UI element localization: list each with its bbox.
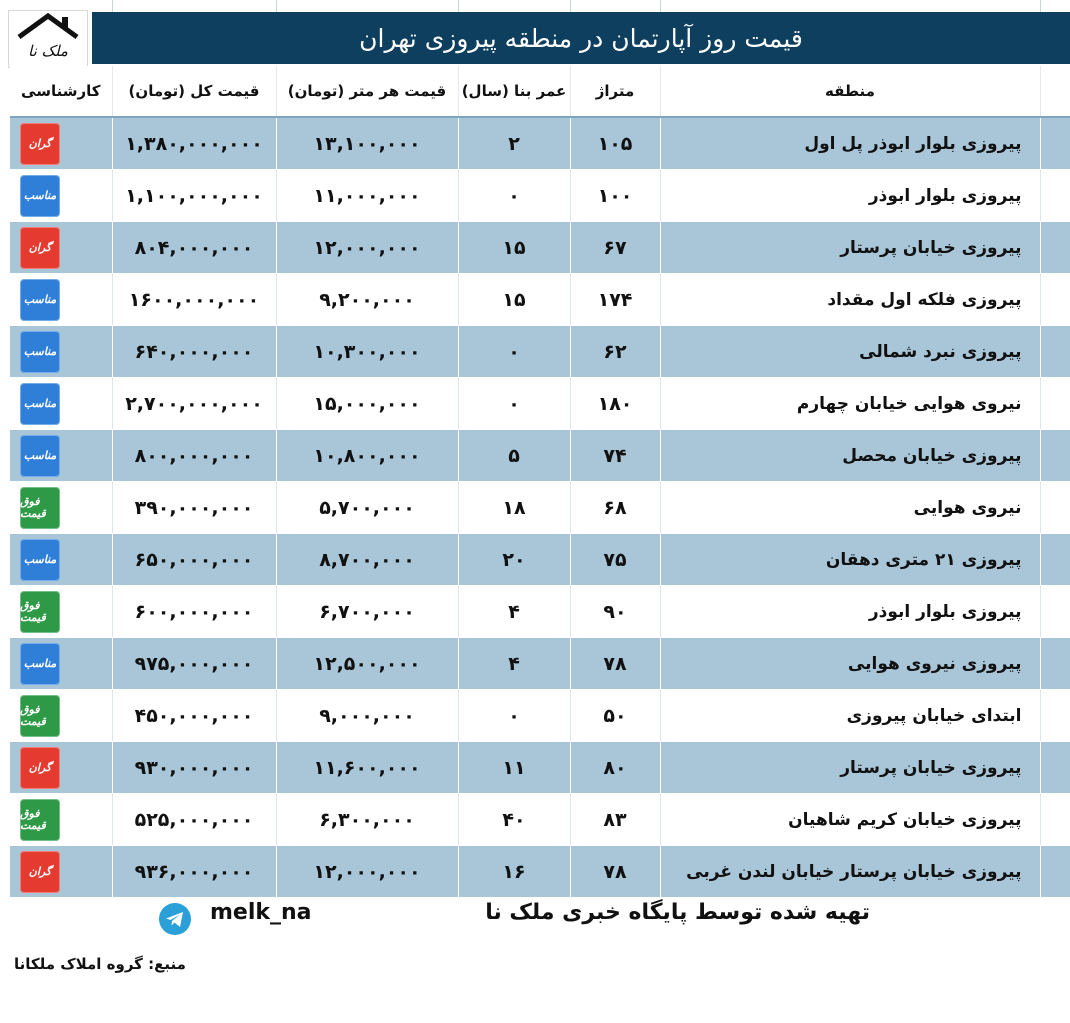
status-cell	[10, 794, 112, 846]
age-cell: ۴	[458, 586, 570, 638]
spacer-cell	[1040, 430, 1070, 482]
total-price-cell: ۸۰۰,۰۰۰,۰۰۰	[112, 430, 276, 482]
price-rating-badge: گران	[20, 851, 60, 893]
age-cell: ۰	[458, 378, 570, 430]
age-cell: ۱۵	[458, 222, 570, 274]
area-cell: ۶۲	[570, 326, 660, 378]
spacer-cell	[1040, 846, 1070, 898]
price-per-meter-cell: ۹,۲۰۰,۰۰۰	[276, 274, 458, 326]
spacer-cell	[1040, 170, 1070, 222]
area-cell: ۷۸	[570, 638, 660, 690]
price-rating-badge: مناسب	[20, 435, 60, 477]
price-per-meter-cell: ۱۱,۰۰۰,۰۰۰	[276, 170, 458, 222]
total-price-cell: ۹۳۶,۰۰۰,۰۰۰	[112, 846, 276, 898]
status-cell	[10, 638, 112, 690]
price-per-meter-cell: ۱۰,۳۰۰,۰۰۰	[276, 326, 458, 378]
region-cell: پیروزی بلوار ابوذر پل اول	[660, 117, 1040, 170]
price-per-meter-cell: ۱۳,۱۰۰,۰۰۰	[276, 117, 458, 170]
status-cell	[10, 222, 112, 274]
header-broker: کارشناسی	[10, 66, 112, 117]
status-cell	[10, 170, 112, 222]
table-row	[10, 690, 1070, 742]
price-per-meter-cell: ۶,۷۰۰,۰۰۰	[276, 586, 458, 638]
total-price-cell: ۱,۳۸۰,۰۰۰,۰۰۰	[112, 117, 276, 170]
telegram-handle[interactable]: melk_na	[210, 900, 312, 925]
price-per-meter-cell: ۹,۰۰۰,۰۰۰	[276, 690, 458, 742]
table-row	[10, 378, 1070, 430]
region-cell: پیروزی فلکه اول مقداد	[660, 274, 1040, 326]
table-row	[10, 430, 1070, 482]
region-cell: نیروی هوایی	[660, 482, 1040, 534]
region-cell: پیروزی خیابان پرستار	[660, 222, 1040, 274]
price-per-meter-cell: ۸,۷۰۰,۰۰۰	[276, 534, 458, 586]
spacer-cell	[1040, 794, 1070, 846]
price-per-meter-cell: ۱۰,۸۰۰,۰۰۰	[276, 430, 458, 482]
table-row	[10, 742, 1070, 794]
age-cell: ۴۰	[458, 794, 570, 846]
status-cell	[10, 742, 112, 794]
price-rating-badge: فوق قیمت	[20, 591, 60, 633]
table-header-row	[10, 66, 1070, 117]
spacer-cell	[1040, 326, 1070, 378]
area-cell: ۱۰۵	[570, 117, 660, 170]
age-cell: ۱۸	[458, 482, 570, 534]
price-rating-badge: مناسب	[20, 331, 60, 373]
region-cell: پیروزی خیابان پرستار خیابان لندن غربی	[660, 846, 1040, 898]
spacer-cell	[1040, 222, 1070, 274]
total-price-cell: ۱۶۰۰,۰۰۰,۰۰۰	[112, 274, 276, 326]
status-cell	[10, 274, 112, 326]
logo	[8, 10, 88, 68]
logo-text: ملک نا	[28, 42, 68, 60]
region-cell: پیروزی خیابان کریم شاهیان	[660, 794, 1040, 846]
table-row	[10, 534, 1070, 586]
price-per-meter-cell: ۶,۳۰۰,۰۰۰	[276, 794, 458, 846]
area-cell: ۷۸	[570, 846, 660, 898]
price-rating-badge: مناسب	[20, 539, 60, 581]
table-row	[10, 482, 1070, 534]
area-cell: ۱۷۴	[570, 274, 660, 326]
price-per-meter-cell: ۵,۷۰۰,۰۰۰	[276, 482, 458, 534]
spacer-cell	[1040, 534, 1070, 586]
top-strip	[0, 0, 1070, 12]
table-row	[10, 586, 1070, 638]
area-cell: ۷۴	[570, 430, 660, 482]
area-cell: ۶۸	[570, 482, 660, 534]
price-rating-badge: گران	[20, 227, 60, 269]
price-rating-badge: مناسب	[20, 643, 60, 685]
age-cell: ۱۶	[458, 846, 570, 898]
age-cell: ۲	[458, 117, 570, 170]
area-cell: ۱۸۰	[570, 378, 660, 430]
age-cell: ۱۵	[458, 274, 570, 326]
table-row	[10, 274, 1070, 326]
header-region: منطقه	[660, 66, 1040, 117]
age-cell: ۰	[458, 326, 570, 378]
total-price-cell: ۶۴۰,۰۰۰,۰۰۰	[112, 326, 276, 378]
status-cell	[10, 586, 112, 638]
age-cell: ۰	[458, 690, 570, 742]
spacer-cell	[1040, 586, 1070, 638]
telegram-icon[interactable]	[158, 902, 192, 936]
spacer-cell	[1040, 117, 1070, 170]
page-title: قیمت روز آپارتمان در منطقه پیروزی تهران	[92, 12, 1070, 64]
area-cell: ۸۰	[570, 742, 660, 794]
status-cell	[10, 534, 112, 586]
total-price-cell: ۶۵۰,۰۰۰,۰۰۰	[112, 534, 276, 586]
total-price-cell: ۵۲۵,۰۰۰,۰۰۰	[112, 794, 276, 846]
spacer-cell	[1040, 274, 1070, 326]
total-price-cell: ۴۵۰,۰۰۰,۰۰۰	[112, 690, 276, 742]
price-rating-badge: مناسب	[20, 175, 60, 217]
table-row	[10, 326, 1070, 378]
total-price-cell: ۹۳۰,۰۰۰,۰۰۰	[112, 742, 276, 794]
price-table	[10, 66, 1070, 898]
total-price-cell: ۳۹۰,۰۰۰,۰۰۰	[112, 482, 276, 534]
header-total-price: قیمت کل (تومان)	[112, 66, 276, 117]
price-per-meter-cell: ۱۲,۵۰۰,۰۰۰	[276, 638, 458, 690]
area-cell: ۶۷	[570, 222, 660, 274]
status-cell	[10, 846, 112, 898]
price-per-meter-cell: ۱۵,۰۰۰,۰۰۰	[276, 378, 458, 430]
region-cell: نیروی هوایی خیابان چهارم	[660, 378, 1040, 430]
status-cell	[10, 690, 112, 742]
area-cell: ۱۰۰	[570, 170, 660, 222]
spacer-cell	[1040, 638, 1070, 690]
area-cell: ۷۵	[570, 534, 660, 586]
price-rating-badge: فوق قیمت	[20, 695, 60, 737]
status-cell	[10, 482, 112, 534]
status-cell	[10, 117, 112, 170]
total-price-cell: ۹۷۵,۰۰۰,۰۰۰	[112, 638, 276, 690]
price-rating-badge: گران	[20, 123, 60, 165]
header-area: متراژ	[570, 66, 660, 117]
region-cell: پیروزی بلوار ابوذر	[660, 586, 1040, 638]
area-cell: ۸۳	[570, 794, 660, 846]
status-cell	[10, 326, 112, 378]
table-row	[10, 117, 1070, 170]
region-cell: پیروزی بلوار ابوذر	[660, 170, 1040, 222]
house-logo-icon	[9, 11, 87, 67]
header-price-per-meter: قیمت هر متر (تومان)	[276, 66, 458, 117]
price-rating-badge: مناسب	[20, 279, 60, 321]
spacer-cell	[1040, 690, 1070, 742]
header-age: عمر بنا (سال)	[458, 66, 570, 117]
price-per-meter-cell: ۱۲,۰۰۰,۰۰۰	[276, 222, 458, 274]
table-row	[10, 846, 1070, 898]
status-cell	[10, 378, 112, 430]
spacer-cell	[1040, 742, 1070, 794]
total-price-cell: ۱,۱۰۰,۰۰۰,۰۰۰	[112, 170, 276, 222]
area-cell: ۹۰	[570, 586, 660, 638]
age-cell: ۵	[458, 430, 570, 482]
table-row	[10, 222, 1070, 274]
header-spacer	[1040, 66, 1070, 117]
total-price-cell: ۸۰۴,۰۰۰,۰۰۰	[112, 222, 276, 274]
region-cell: ابتدای خیابان پیروزی	[660, 690, 1040, 742]
price-rating-badge: گران	[20, 747, 60, 789]
age-cell: ۴	[458, 638, 570, 690]
region-cell: پیروزی نیروی هوایی	[660, 638, 1040, 690]
total-price-cell: ۲,۷۰۰,۰۰۰,۰۰۰	[112, 378, 276, 430]
region-cell: پیروزی خیابان محصل	[660, 430, 1040, 482]
region-cell: پیروزی خیابان پرستار	[660, 742, 1040, 794]
region-cell: پیروزی ۲۱ متری دهقان	[660, 534, 1040, 586]
source-note: منبع: گروه املاک ملکانا	[14, 955, 186, 973]
total-price-cell: ۶۰۰,۰۰۰,۰۰۰	[112, 586, 276, 638]
age-cell: ۱۱	[458, 742, 570, 794]
age-cell: ۰	[458, 170, 570, 222]
price-per-meter-cell: ۱۱,۶۰۰,۰۰۰	[276, 742, 458, 794]
table-row	[10, 638, 1070, 690]
status-cell	[10, 430, 112, 482]
price-per-meter-cell: ۱۲,۰۰۰,۰۰۰	[276, 846, 458, 898]
table-row	[10, 170, 1070, 222]
area-cell: ۵۰	[570, 690, 660, 742]
spacer-cell	[1040, 378, 1070, 430]
table-row	[10, 794, 1070, 846]
age-cell: ۲۰	[458, 534, 570, 586]
price-rating-badge: مناسب	[20, 383, 60, 425]
price-rating-badge: فوق قیمت	[20, 487, 60, 529]
region-cell: پیروزی نبرد شمالی	[660, 326, 1040, 378]
spacer-cell	[1040, 482, 1070, 534]
footer-credit: تهیه شده توسط پایگاه خبری ملک نا	[485, 900, 870, 925]
price-rating-badge: فوق قیمت	[20, 799, 60, 841]
